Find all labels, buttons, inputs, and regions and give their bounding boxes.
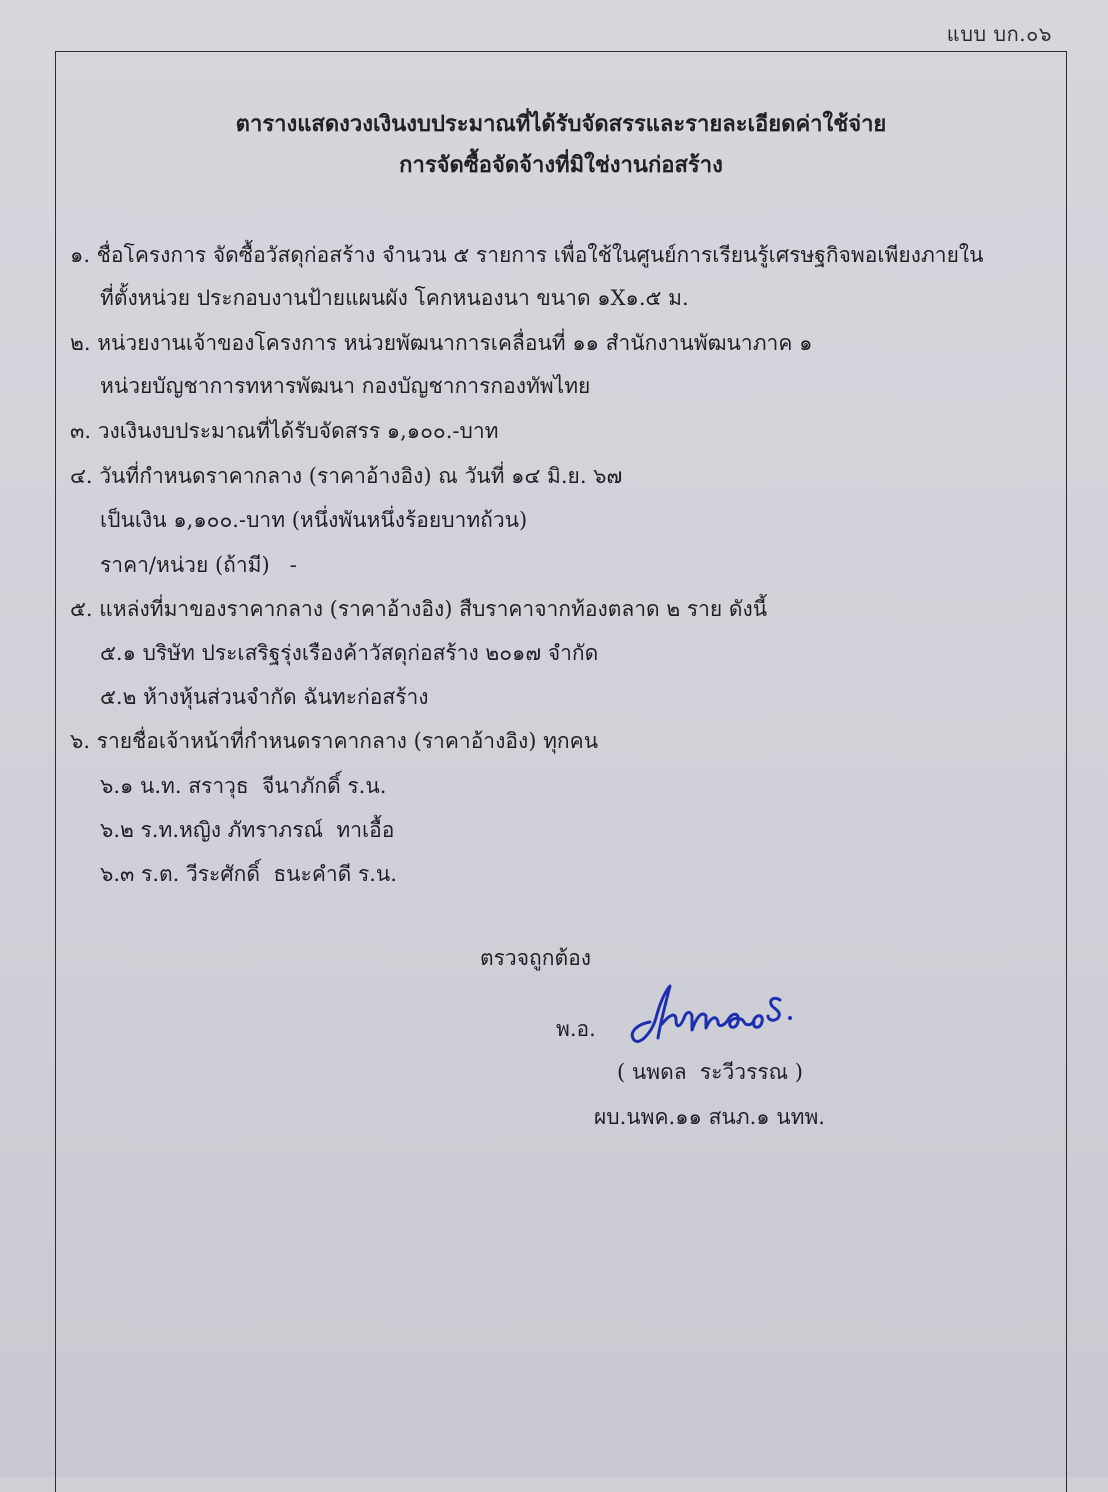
item-1-line-2: ที่ตั้งหน่วย ประกอบงานป้ายแผนผัง โคกหนองนา ขนาด ๑X๑.๕ ม. <box>100 286 689 310</box>
handwritten-signature <box>620 980 810 1050</box>
title-line-2: การจัดซื้อจัดจ้างที่มิใช่งานก่อสร้าง <box>399 152 723 178</box>
item-3: ๓. วงเงินงบประมาณที่ได้รับจัดสรร ๑,๑๐๐.-บาท <box>70 419 499 443</box>
item-4-line-1: ๔. วันที่กำหนดราคากลาง (ราคาอ้างอิง) ณ วันที่ ๑๔ มิ.ย. ๖๗ <box>70 464 623 488</box>
item-1-line-1: ๑. ชื่อโครงการ จัดซื้อวัสดุก่อสร้าง จำนวน ๕ รายการ เพื่อใช้ในศูนย์การเรียนรู้เศรษฐกิจพอเพียงภายใน <box>70 243 984 267</box>
verified-label: ตรวจถูกต้อง <box>480 946 591 970</box>
item-5-2: ๕.๒ ห้างหุ้นส่วนจำกัด ฉันทะก่อสร้าง <box>100 685 429 709</box>
item-4-line-2: เป็นเงิน ๑,๑๐๐.-บาท (หนึ่งพันหนึ่งร้อยบาทถ้วน) <box>100 508 528 532</box>
item-5: ๕. แหล่งที่มาของราคากลาง (ราคาอ้างอิง) สืบราคาจากท้องตลาด ๒ ราย ดังนี้ <box>70 597 768 621</box>
item-2-line-1: ๒. หน่วยงานเจ้าของโครงการ หน่วยพัฒนาการเคลื่อนที่ ๑๑ สำนักงานพัฒนาภาค ๑ <box>70 331 813 355</box>
item-6-1: ๖.๑ น.ท. สราวุธ จีนาภักดิ์ ร.น. <box>100 774 387 798</box>
item-6: ๖. รายชื่อเจ้าหน้าที่กำหนดราคากลาง (ราคาอ้างอิง) ทุกคน <box>70 729 599 753</box>
signer-rank: พ.อ. <box>556 1017 596 1041</box>
title-line-1: ตารางแสดงวงเงินงบประมาณที่ได้รับจัดสรรและรายละเอียดค่าใช้จ่าย <box>235 111 887 137</box>
item-5-1: ๕.๑ บริษัท ประเสริฐรุ่งเรืองค้าวัสดุก่อสร้าง ๒๐๑๗ จำกัด <box>100 641 599 665</box>
signer-position: ผบ.นพค.๑๑ สนภ.๑ นทพ. <box>594 1105 825 1129</box>
item-2-line-2: หน่วยบัญชาการทหารพัฒนา กองบัญชาการกองทัพไทย <box>100 374 591 398</box>
item-6-2: ๖.๒ ร.ท.หญิง ภัทราภรณ์ ทาเอื้อ <box>100 818 395 842</box>
form-code: แบบ บก.๐๖ <box>946 22 1052 46</box>
signer-name: ( นพดล ระวีวรรณ ) <box>617 1060 803 1084</box>
item-6-3: ๖.๓ ร.ต. วีระศักดิ์ ธนะคำดี ร.น. <box>100 862 397 886</box>
item-4-line-3: ราคา/หน่วย (ถ้ามี) - <box>100 553 297 577</box>
